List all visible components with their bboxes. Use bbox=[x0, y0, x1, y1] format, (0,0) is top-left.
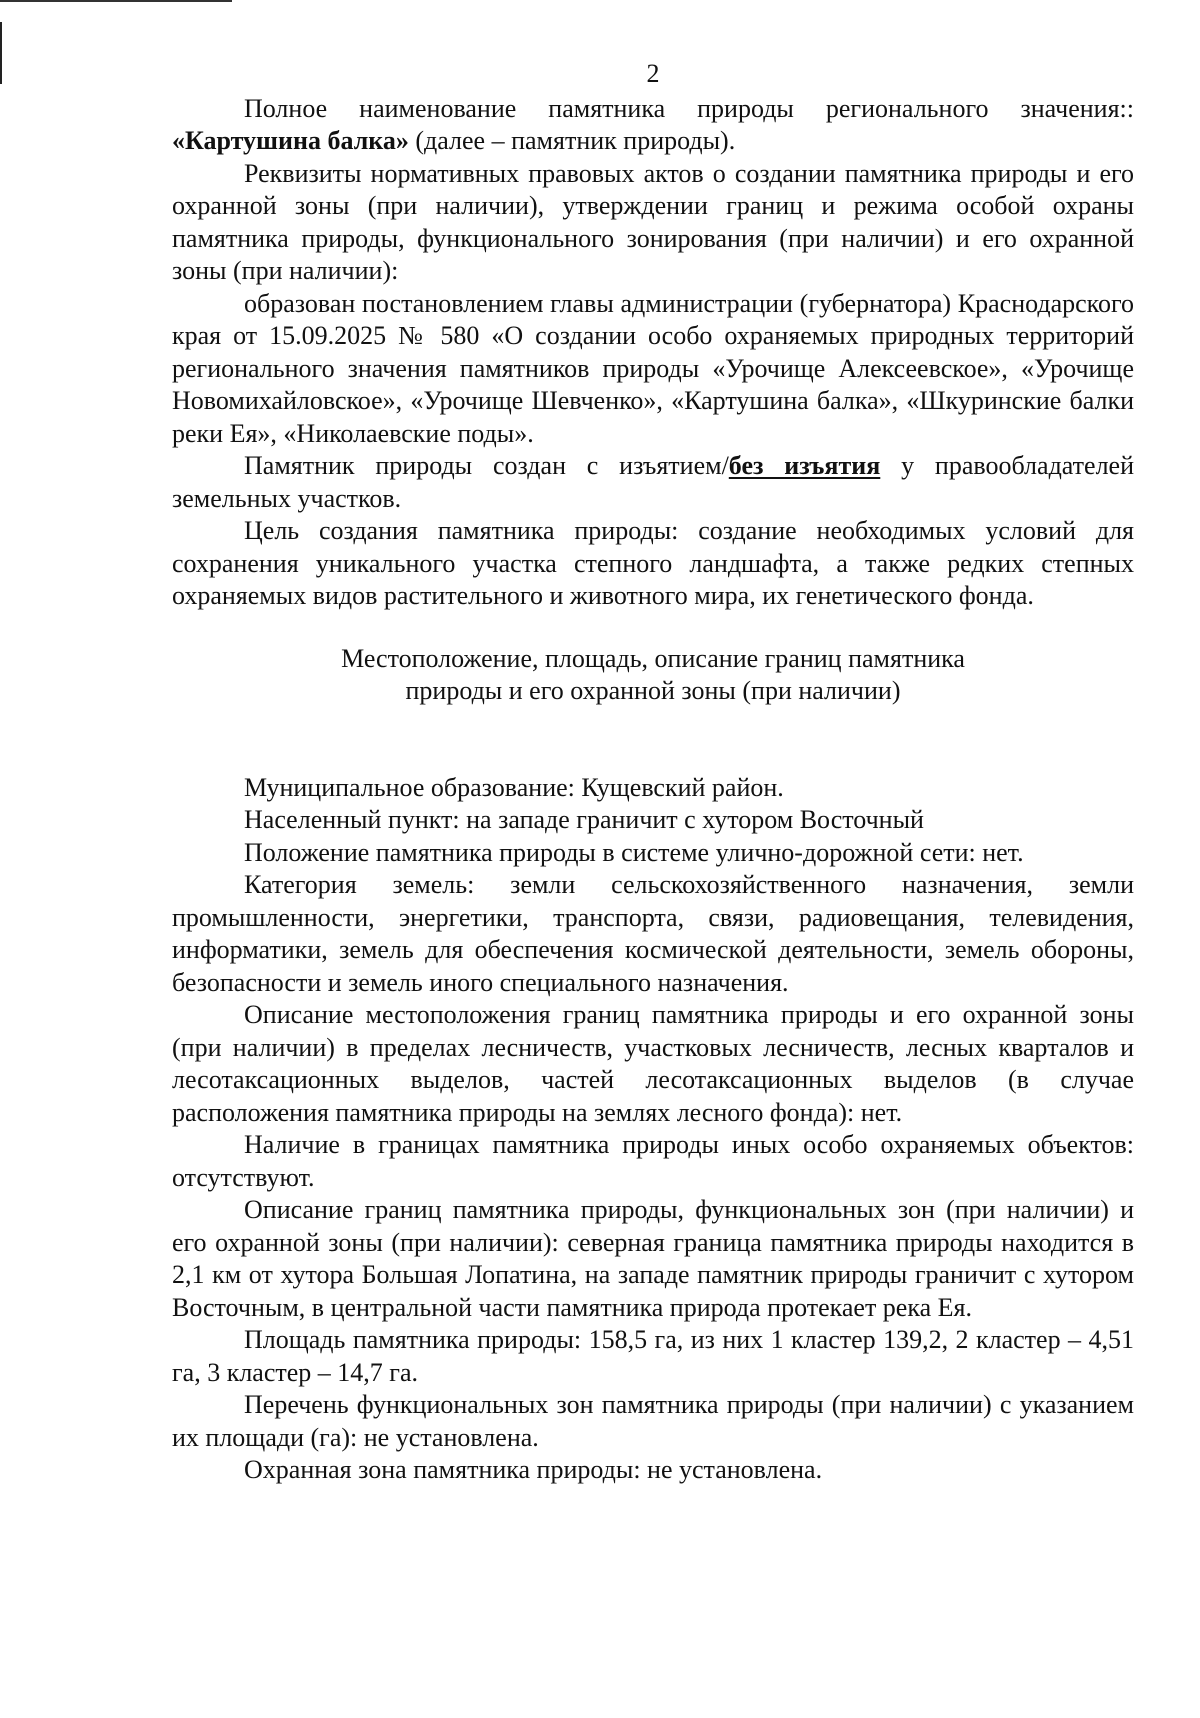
creation-suffix: у правообладателей земельных участков. bbox=[172, 451, 1135, 513]
land-category-paragraph: Категория земель: земли сельскохозяйственного назначения, земли промышленности, энергетики, транспорта, связи, радиовещания, телевидения, информатики, земель для обеспечения космической деятельности, земель обороны, безопасности и земель иного специального назначения. bbox=[172, 870, 1134, 997]
purpose-paragraph: Цель создания памятника природы: создание необходимых условий для сохранения уникального участка степного ландшафта, а также редких степных охраняемых видов растительного и животного мира, их генетического фонда. bbox=[172, 516, 1134, 610]
road-network-paragraph: Положение памятника природы в системе улично-дорожной сети: нет. bbox=[244, 837, 1024, 867]
creation-prefix: Памятник природы создан с изъятием/ bbox=[244, 451, 729, 480]
area-paragraph: Площадь памятника природы: 158,5 га, из них 1 кластер 139,2, 2 кластер – 4,51 га, 3 кластер – 14,7 га. bbox=[172, 1325, 1134, 1387]
boundaries-paragraph: Описание границ памятника природы, функциональных зон (при наличии) и его охранной зоны (при наличии): северная граница памятника природы находится в 2,1 км от хутора Большая Лопатина, на западе памятник природы граничит с хутором Восточным, в центральной части памятника природа протекает река Ея. bbox=[172, 1195, 1134, 1322]
page-number: 2 bbox=[646, 59, 660, 88]
full-name-suffix: (далее – памятник природы). bbox=[408, 126, 736, 155]
settlement-paragraph: Населенный пункт: на западе граничит с хутором Восточный bbox=[244, 805, 924, 834]
forest-location-paragraph: Описание местоположения границ памятника природы и его охранной зоны (при наличии) в пределах лесничеств, участковых лесничеств, лесных кварталов и лесотаксационных выделов, частей лесотаксационных выделов (в случае расположения памятника природы на землях лесного фонда): нет. bbox=[172, 1000, 1134, 1127]
scan-artifact-top bbox=[0, 0, 232, 2]
scan-artifact-left bbox=[0, 22, 2, 84]
protection-zone-paragraph: Охранная зона памятника природы: не установлена. bbox=[244, 1455, 823, 1484]
other-objects-paragraph: Наличие в границах памятника природы иных особо охраняемых объектов: отсутствуют. bbox=[172, 1130, 1134, 1192]
municipality-paragraph: Муниципальное образование: Кущевский район. bbox=[244, 772, 784, 802]
zones-list-paragraph: Перечень функциональных зон памятника природы (при наличии) с указанием их площади (га): не установлена. bbox=[172, 1390, 1134, 1452]
creation-paragraph bbox=[172, 450, 1134, 515]
monument-name: «Картушина балка» bbox=[172, 126, 409, 155]
full-name-prefix: Полное наименование памятника природы регионального значения:: bbox=[244, 93, 1134, 123]
full-name-paragraph bbox=[172, 93, 1134, 158]
document-page bbox=[172, 58, 1134, 1487]
section-title bbox=[172, 643, 1134, 708]
section-title-line-1: Местоположение, площадь, описание границ памятника bbox=[341, 643, 965, 673]
creation-emphasis: без изъятия bbox=[728, 451, 881, 480]
requisites-intro-paragraph: Реквизиты нормативных правовых актов о создании памятника природы и его охранной зоны (при наличии), утверждении границ и режима особой охраны памятника природы, функционального зонирования (при наличии) и его охранной зоны (при наличии): bbox=[172, 158, 1134, 285]
section-title-line-2: природы и его охранной зоны (при наличии) bbox=[405, 676, 901, 705]
requisites-text-paragraph: образован постановлением главы администрации (губернатора) Краснодарского края от 15.09.2025 № 580 «О создании особо охраняемых природных территорий регионального значения памятников природы «Урочище Алексеевское», «Урочище Новомихайловское», «Урочище Шевченко», «Картушина балка», «Шкуринские балки реки Ея», «Николаевские поды». bbox=[172, 288, 1134, 448]
